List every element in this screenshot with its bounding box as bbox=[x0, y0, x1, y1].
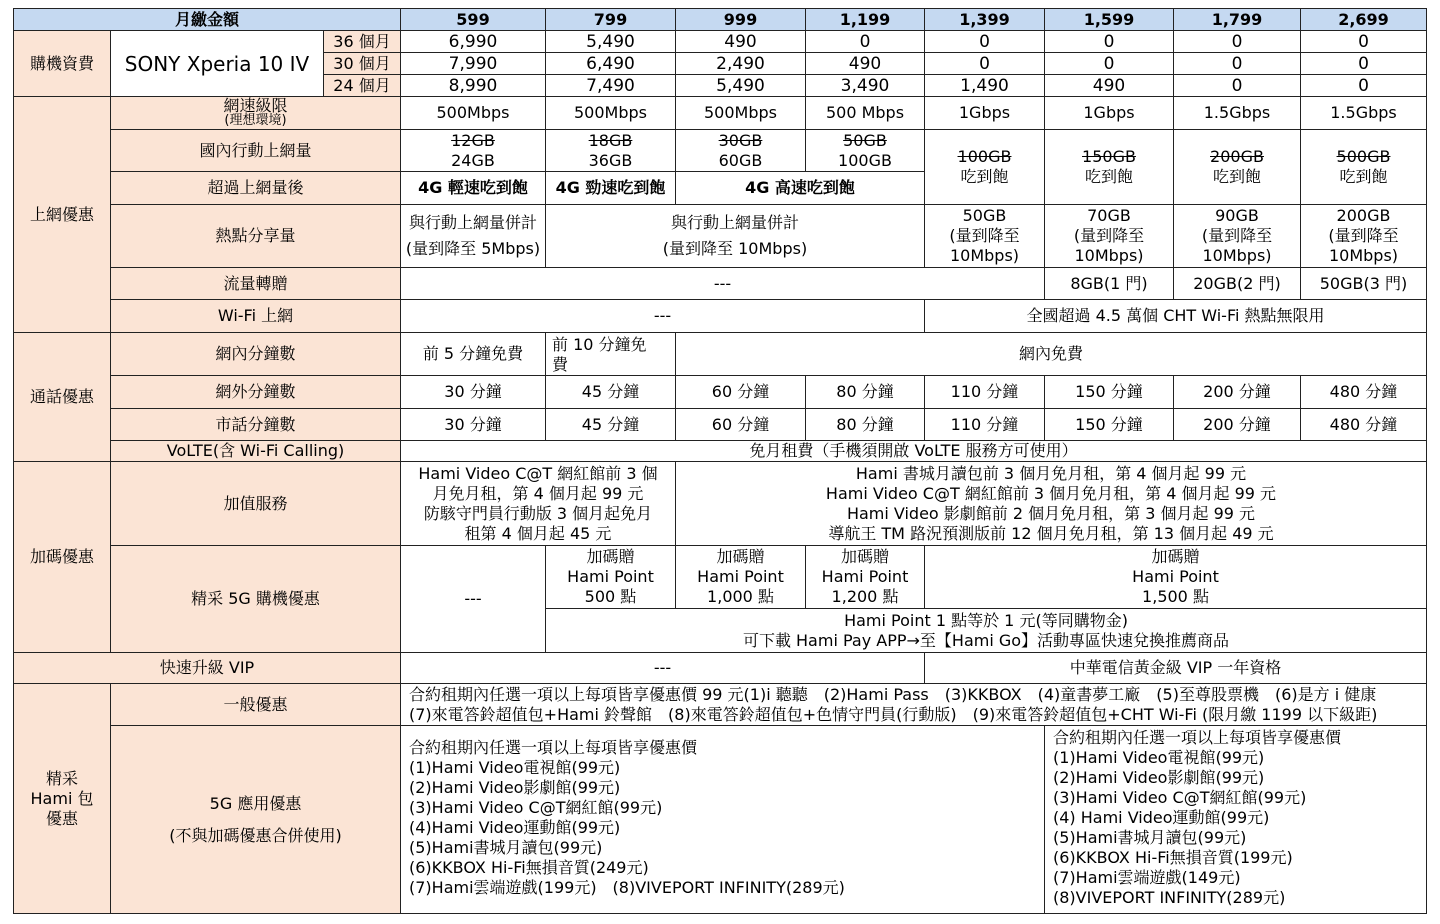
hotspot-cell-line: 10Mbps) bbox=[1074, 246, 1144, 265]
points-note bbox=[545, 608, 1427, 652]
landline-cell: 60 分鐘 bbox=[675, 408, 805, 440]
points-tier-cell-line: 1,500 點 bbox=[1142, 587, 1209, 606]
points-tier-cell-line: Hami Point bbox=[567, 567, 654, 586]
data-allowance-cell-line: 200GB bbox=[1210, 147, 1264, 166]
volte-cell: 免月租費（手機須開啟 VoLTE 服務方可使用） bbox=[400, 440, 1427, 461]
hotspot-cell-line: 與行動上網量併計 bbox=[408, 213, 537, 232]
points-tier-cell bbox=[545, 545, 675, 608]
hotspot-cell-line: 10Mbps) bbox=[1202, 246, 1272, 265]
points-note-line: 可下載 Hami Pay APP→至【Hami Go】活動專區快速兌換推薦商品 bbox=[742, 630, 1230, 650]
device-price-cell: 3,490 bbox=[805, 74, 924, 96]
points-tier-cell-line: Hami Point bbox=[821, 567, 909, 586]
vip-none: --- bbox=[400, 652, 924, 683]
points-label: 精采 5G 購機優惠 bbox=[110, 545, 400, 652]
device-price-cell: 0 bbox=[1173, 74, 1300, 96]
app5g-right-cell-line: (7)Hami雲端遊戲(149元) bbox=[1053, 868, 1241, 887]
data-allowance-cell-line: 500GB bbox=[1336, 147, 1391, 166]
data-allowance-cell bbox=[675, 129, 805, 171]
device-price-cell: 0 bbox=[924, 52, 1044, 74]
data-allowance-cell-line: 18GB bbox=[588, 130, 633, 150]
points-tier-cell-line: 加碼贈 bbox=[840, 547, 889, 566]
onnet-cell-line: 費 bbox=[552, 355, 569, 374]
offnet-cell: 480 分鐘 bbox=[1300, 375, 1427, 408]
vas-cell-line: Hami Video 影劇館前 2 個月免月租，第 3 個月起 99 元 bbox=[846, 503, 1256, 523]
points-tier-cell bbox=[924, 545, 1427, 608]
data-allowance-cell-line: 吃到飽 bbox=[1339, 167, 1388, 186]
vas-cell bbox=[400, 461, 675, 545]
hotspot-cell-line: (量到降至 10Mbps) bbox=[662, 239, 808, 258]
device-price-cell: 0 bbox=[1300, 74, 1427, 96]
device-price-cell: 0 bbox=[1173, 30, 1300, 52]
landline-cell: 150 分鐘 bbox=[1044, 408, 1173, 440]
offnet-cell: 60 分鐘 bbox=[675, 375, 805, 408]
offnet-cell: 110 分鐘 bbox=[924, 375, 1044, 408]
plan-price-header: 1,199 bbox=[805, 8, 924, 30]
app5g-left-cell-line: (2)Hami Video影劇館(99元) bbox=[409, 778, 621, 797]
hotspot-cell-line: 10Mbps) bbox=[1328, 246, 1399, 265]
hotspot-cell-line: (量到降至 bbox=[1328, 226, 1399, 245]
hotspot-cell bbox=[1300, 204, 1427, 267]
hotspot-cell-line: (量到降至 bbox=[1201, 226, 1273, 245]
points-none: --- bbox=[400, 545, 545, 652]
data-transfer-none: --- bbox=[400, 267, 1044, 299]
data-allowance-cell-line: 150GB bbox=[1082, 147, 1136, 166]
plan-price-header: 999 bbox=[675, 8, 805, 30]
plan-price-header: 1,799 bbox=[1173, 8, 1300, 30]
app5g-right-cell-line: (6)KKBOX Hi-Fi無損音質(199元) bbox=[1053, 848, 1293, 867]
landline-cell: 200 分鐘 bbox=[1173, 408, 1300, 440]
speed-cell: 500Mbps bbox=[675, 96, 805, 129]
general-offer-label: 一般優惠 bbox=[110, 683, 400, 725]
vas-cell-line: 防駭守門員行動版 3 個月起免月 bbox=[423, 503, 653, 523]
volte-label: VoLTE(含 Wi-Fi Calling) bbox=[110, 440, 400, 461]
points-note-line: Hami Point 1 點等於 1 元(等同購物金) bbox=[844, 610, 1128, 630]
device-price-cell: 0 bbox=[1300, 52, 1427, 74]
hotspot-cell bbox=[545, 204, 924, 267]
app5g-right-cell-line: (3)Hami Video C@T網紅館(99元) bbox=[1053, 788, 1307, 807]
app5g-left-cell-line: (4)Hami Video運動館(99元) bbox=[409, 818, 621, 837]
internet-section-label: 上網優惠 bbox=[13, 96, 110, 332]
app5g-left-cell-line: (3)Hami Video C@T網紅館(99元) bbox=[409, 798, 663, 817]
over-quota-cell: 4G 輕速吃到飽 bbox=[400, 171, 545, 204]
data-allowance-cell-line: 吃到飽 bbox=[960, 167, 1009, 186]
speed-cell: 1.5Gbps bbox=[1173, 96, 1300, 129]
vas-cell bbox=[675, 461, 1427, 545]
vip-label: 快速升級 VIP bbox=[13, 652, 400, 683]
hotspot-cell-line: (量到降至 bbox=[1073, 226, 1145, 245]
app5g-right-cell-line: (4) Hami Video運動館(99元) bbox=[1053, 808, 1270, 827]
vas-cell-line: 租第 4 個月起 45 元 bbox=[464, 523, 612, 543]
points-tier-cell-line: 1,000 點 bbox=[707, 587, 774, 606]
landline-cell: 30 分鐘 bbox=[400, 408, 545, 440]
points-tier-cell-line: 加碼贈 bbox=[716, 547, 765, 566]
data-allowance-cell-line: 12GB bbox=[451, 130, 495, 150]
general-offer-cell-line: 合約租期內任選一項以上每項皆享優惠價 99 元(1)i 聽聽 (2)Hami Pass (3)KKBOX (4)童書夢工廠 (5)至尊股票機 (6)是方 i 健康 bbox=[409, 684, 1377, 704]
app5g-right-cell-line: 合約租期內任選一項以上每項皆享優惠價 bbox=[1053, 728, 1342, 747]
data-allowance-cell-line: 24GB bbox=[451, 150, 495, 170]
data-allowance-cell bbox=[400, 129, 545, 171]
data-allowance-cell-line: 36GB bbox=[588, 150, 633, 170]
over-quota-cell: 4G 勁速吃到飽 bbox=[545, 171, 675, 204]
points-tier-cell bbox=[675, 545, 805, 608]
points-tier-cell bbox=[805, 545, 924, 608]
speed-label-line: 網速級限 bbox=[223, 96, 288, 115]
vas-cell-line: 導航王 TM 路況預測版前 12 個月免月租，第 13 個月起 49 元 bbox=[828, 523, 1274, 543]
points-tier-cell-line: Hami Point bbox=[1132, 567, 1219, 586]
hami-section-label-line: Hami 包 bbox=[30, 788, 94, 808]
hotspot-cell bbox=[924, 204, 1044, 267]
hami-section-label bbox=[13, 683, 110, 914]
hotspot-cell-line: 70GB bbox=[1087, 206, 1131, 225]
onnet-cell-line: 前 10 分鐘免 bbox=[552, 335, 647, 354]
speed-cell: 500 Mbps bbox=[805, 96, 924, 129]
app5g-right-cell-line: (8)VIVEPORT INFINITY(289元) bbox=[1053, 888, 1286, 907]
vas-cell-line: Hami Video C@T 網紅館前 3 個 bbox=[418, 463, 658, 483]
plan-price-header: 2,699 bbox=[1300, 8, 1427, 30]
app5g-label-line: 5G 應用優惠 bbox=[209, 793, 302, 813]
device-price-cell: 0 bbox=[924, 30, 1044, 52]
offnet-label: 網外分鐘數 bbox=[110, 375, 400, 408]
data-allowance-cell bbox=[1044, 129, 1173, 204]
offnet-cell: 200 分鐘 bbox=[1173, 375, 1300, 408]
device-price-cell: 0 bbox=[1044, 52, 1173, 74]
device-price-cell: 0 bbox=[805, 30, 924, 52]
app5g-label bbox=[110, 725, 400, 914]
device-price-cell: 6,990 bbox=[400, 30, 545, 52]
device-price-cell: 5,490 bbox=[675, 74, 805, 96]
points-tier-cell-line: 1,200 點 bbox=[831, 587, 899, 606]
header-label: 月繳金額 bbox=[13, 8, 400, 30]
plan-price-header: 1,399 bbox=[924, 8, 1044, 30]
hotspot-cell bbox=[1044, 204, 1173, 267]
data-allowance-cell bbox=[1173, 129, 1300, 204]
bonus-section-label: 加碼優惠 bbox=[13, 461, 110, 652]
points-tier-cell-line: 加碼贈 bbox=[1151, 547, 1200, 566]
data-transfer-cell: 8GB(1 門) bbox=[1044, 267, 1173, 299]
hotspot-cell-line: 10Mbps) bbox=[949, 246, 1020, 265]
device-price-cell: 8,990 bbox=[400, 74, 545, 96]
device-price-cell: 490 bbox=[675, 30, 805, 52]
data-allowance-cell-line: 60GB bbox=[718, 150, 763, 170]
device-price-cell: 7,990 bbox=[400, 52, 545, 74]
device-price-cell: 7,490 bbox=[545, 74, 675, 96]
speed-cell: 1Gbps bbox=[1044, 96, 1173, 129]
device-price-cell: 490 bbox=[1044, 74, 1173, 96]
device-model: SONY Xperia 10 IV bbox=[110, 30, 323, 96]
device-price-cell: 0 bbox=[1044, 30, 1173, 52]
over-quota-cell: 4G 高速吃到飽 bbox=[675, 171, 924, 204]
hotspot-cell-line: 200GB bbox=[1336, 206, 1391, 225]
landline-cell: 110 分鐘 bbox=[924, 408, 1044, 440]
device-price-cell: 5,490 bbox=[545, 30, 675, 52]
hami-section-label-line: 精采 bbox=[45, 768, 78, 788]
hotspot-cell-line: (量到降至 5Mbps) bbox=[405, 239, 541, 258]
vip-cell: 中華電信黃金級 VIP 一年資格 bbox=[924, 652, 1427, 683]
landline-cell: 480 分鐘 bbox=[1300, 408, 1427, 440]
speed-cell: 1Gbps bbox=[924, 96, 1044, 129]
plan-price-header: 1,599 bbox=[1044, 8, 1173, 30]
plan-price-header: 599 bbox=[400, 8, 545, 30]
device-price-cell: 2,490 bbox=[675, 52, 805, 74]
app5g-label-line: (不與加碼優惠合併使用) bbox=[169, 825, 342, 845]
app5g-left-cell-line: (1)Hami Video電視館(99元) bbox=[409, 758, 621, 777]
hotspot-cell-line: 90GB bbox=[1215, 206, 1259, 225]
wifi-label: Wi-Fi 上網 bbox=[110, 299, 400, 332]
vas-label: 加值服務 bbox=[110, 461, 400, 545]
data-allowance-cell bbox=[805, 129, 924, 171]
offnet-cell: 30 分鐘 bbox=[400, 375, 545, 408]
data-allowance-cell-line: 100GB bbox=[957, 147, 1012, 166]
device-price-cell: 1,490 bbox=[924, 74, 1044, 96]
offnet-cell: 150 分鐘 bbox=[1044, 375, 1173, 408]
offnet-cell: 80 分鐘 bbox=[805, 375, 924, 408]
speed-cell: 500Mbps bbox=[545, 96, 675, 129]
onnet-label: 網內分鐘數 bbox=[110, 332, 400, 375]
general-offer-cell-line: (7)來電答鈴超值包+Hami 鈴聲館 (8)來電答鈴超值包+色情守門員(行動版) (9)來電答鈴超值包+CHT Wi-Fi (限月繳 1199 以下級距) bbox=[409, 704, 1378, 724]
data-transfer-cell: 20GB(2 門) bbox=[1173, 267, 1300, 299]
device-price-cell: 0 bbox=[1300, 30, 1427, 52]
data-allowance-cell bbox=[924, 129, 1044, 204]
hotspot-cell-line: (量到降至 bbox=[949, 226, 1020, 245]
speed-cell: 500Mbps bbox=[400, 96, 545, 129]
data-allowance-cell bbox=[1300, 129, 1427, 204]
data-allowance-cell-line: 吃到飽 bbox=[1084, 167, 1133, 186]
onnet-cell: 前 5 分鐘免費 bbox=[400, 332, 545, 375]
vas-cell-line: 月免月租，第 4 個月起 99 元 bbox=[432, 483, 644, 503]
device-price-cell: 490 bbox=[805, 52, 924, 74]
points-tier-cell-line: Hami Point bbox=[697, 567, 784, 586]
over-quota-label: 超過上網量後 bbox=[110, 171, 400, 204]
speed-cell: 1.5Gbps bbox=[1300, 96, 1427, 129]
contract-term: 36 個月 bbox=[323, 30, 400, 52]
data-allowance-cell bbox=[545, 129, 675, 171]
landline-label: 市話分鐘數 bbox=[110, 408, 400, 440]
landline-cell: 80 分鐘 bbox=[805, 408, 924, 440]
hotspot-cell-line: 與行動上網量併計 bbox=[670, 213, 799, 232]
hotspot-label: 熱點分享量 bbox=[110, 204, 400, 267]
hami-section-label-line: 優惠 bbox=[45, 808, 78, 828]
data-allowance-cell-line: 100GB bbox=[838, 150, 892, 170]
data-allowance-cell-line: 50GB bbox=[843, 130, 887, 150]
hotspot-cell-line: 50GB bbox=[962, 206, 1007, 225]
app5g-right-cell-line: (1)Hami Video電視館(99元) bbox=[1053, 748, 1265, 767]
app5g-left-cell bbox=[400, 725, 1044, 914]
offnet-cell: 45 分鐘 bbox=[545, 375, 675, 408]
points-tier-cell-line: 500 點 bbox=[584, 587, 637, 606]
app5g-left-cell-line: (7)Hami雲端遊戲(199元) (8)VIVEPORT INFINITY(289元) bbox=[409, 878, 845, 897]
calls-section-label: 通話優惠 bbox=[13, 332, 110, 461]
data-allowance-cell-line: 30GB bbox=[718, 130, 763, 150]
points-tier-cell-line: 加碼贈 bbox=[586, 547, 635, 566]
hotspot-cell bbox=[1173, 204, 1300, 267]
hotspot-cell bbox=[400, 204, 545, 267]
device-price-cell: 0 bbox=[1173, 52, 1300, 74]
device-section-label: 購機資費 bbox=[13, 30, 110, 96]
app5g-right-cell-line: (2)Hami Video影劇館(99元) bbox=[1053, 768, 1265, 787]
general-offer-cell bbox=[400, 683, 1427, 725]
onnet-free-cell: 網內免費 bbox=[675, 332, 1427, 375]
wifi-none: --- bbox=[400, 299, 924, 332]
wifi-cell: 全國超過 4.5 萬個 CHT Wi-Fi 熱點無限用 bbox=[924, 299, 1427, 332]
landline-cell: 45 分鐘 bbox=[545, 408, 675, 440]
app5g-left-cell-line: (5)Hami書城月讀包(99元) bbox=[409, 838, 603, 857]
app5g-right-cell-line: (5)Hami書城月讀包(99元) bbox=[1053, 828, 1247, 847]
speed-label-line: (理想環境) bbox=[224, 113, 287, 128]
app5g-left-cell-line: 合約租期內任選一項以上每項皆享優惠價 bbox=[409, 738, 698, 757]
onnet-cell bbox=[545, 332, 675, 375]
contract-term: 30 個月 bbox=[323, 52, 400, 74]
plan-price-header: 799 bbox=[545, 8, 675, 30]
data-allowance-cell-line: 吃到飽 bbox=[1212, 167, 1261, 186]
device-price-cell: 6,490 bbox=[545, 52, 675, 74]
data-transfer-cell: 50GB(3 門) bbox=[1300, 267, 1427, 299]
data-label: 國內行動上網量 bbox=[110, 129, 400, 171]
contract-term: 24 個月 bbox=[323, 74, 400, 96]
vas-cell-line: Hami Video C@T 網紅館前 3 個月免月租，第 4 個月起 99 元 bbox=[825, 483, 1277, 503]
speed-label bbox=[110, 96, 400, 129]
data-transfer-label: 流量轉贈 bbox=[110, 267, 400, 299]
vas-cell-line: Hami 書城月讀包前 3 個月免月租，第 4 個月起 99 元 bbox=[855, 463, 1247, 483]
app5g-right-cell bbox=[1044, 725, 1427, 914]
app5g-left-cell-line: (6)KKBOX Hi-Fi無損音質(249元) bbox=[409, 858, 649, 877]
